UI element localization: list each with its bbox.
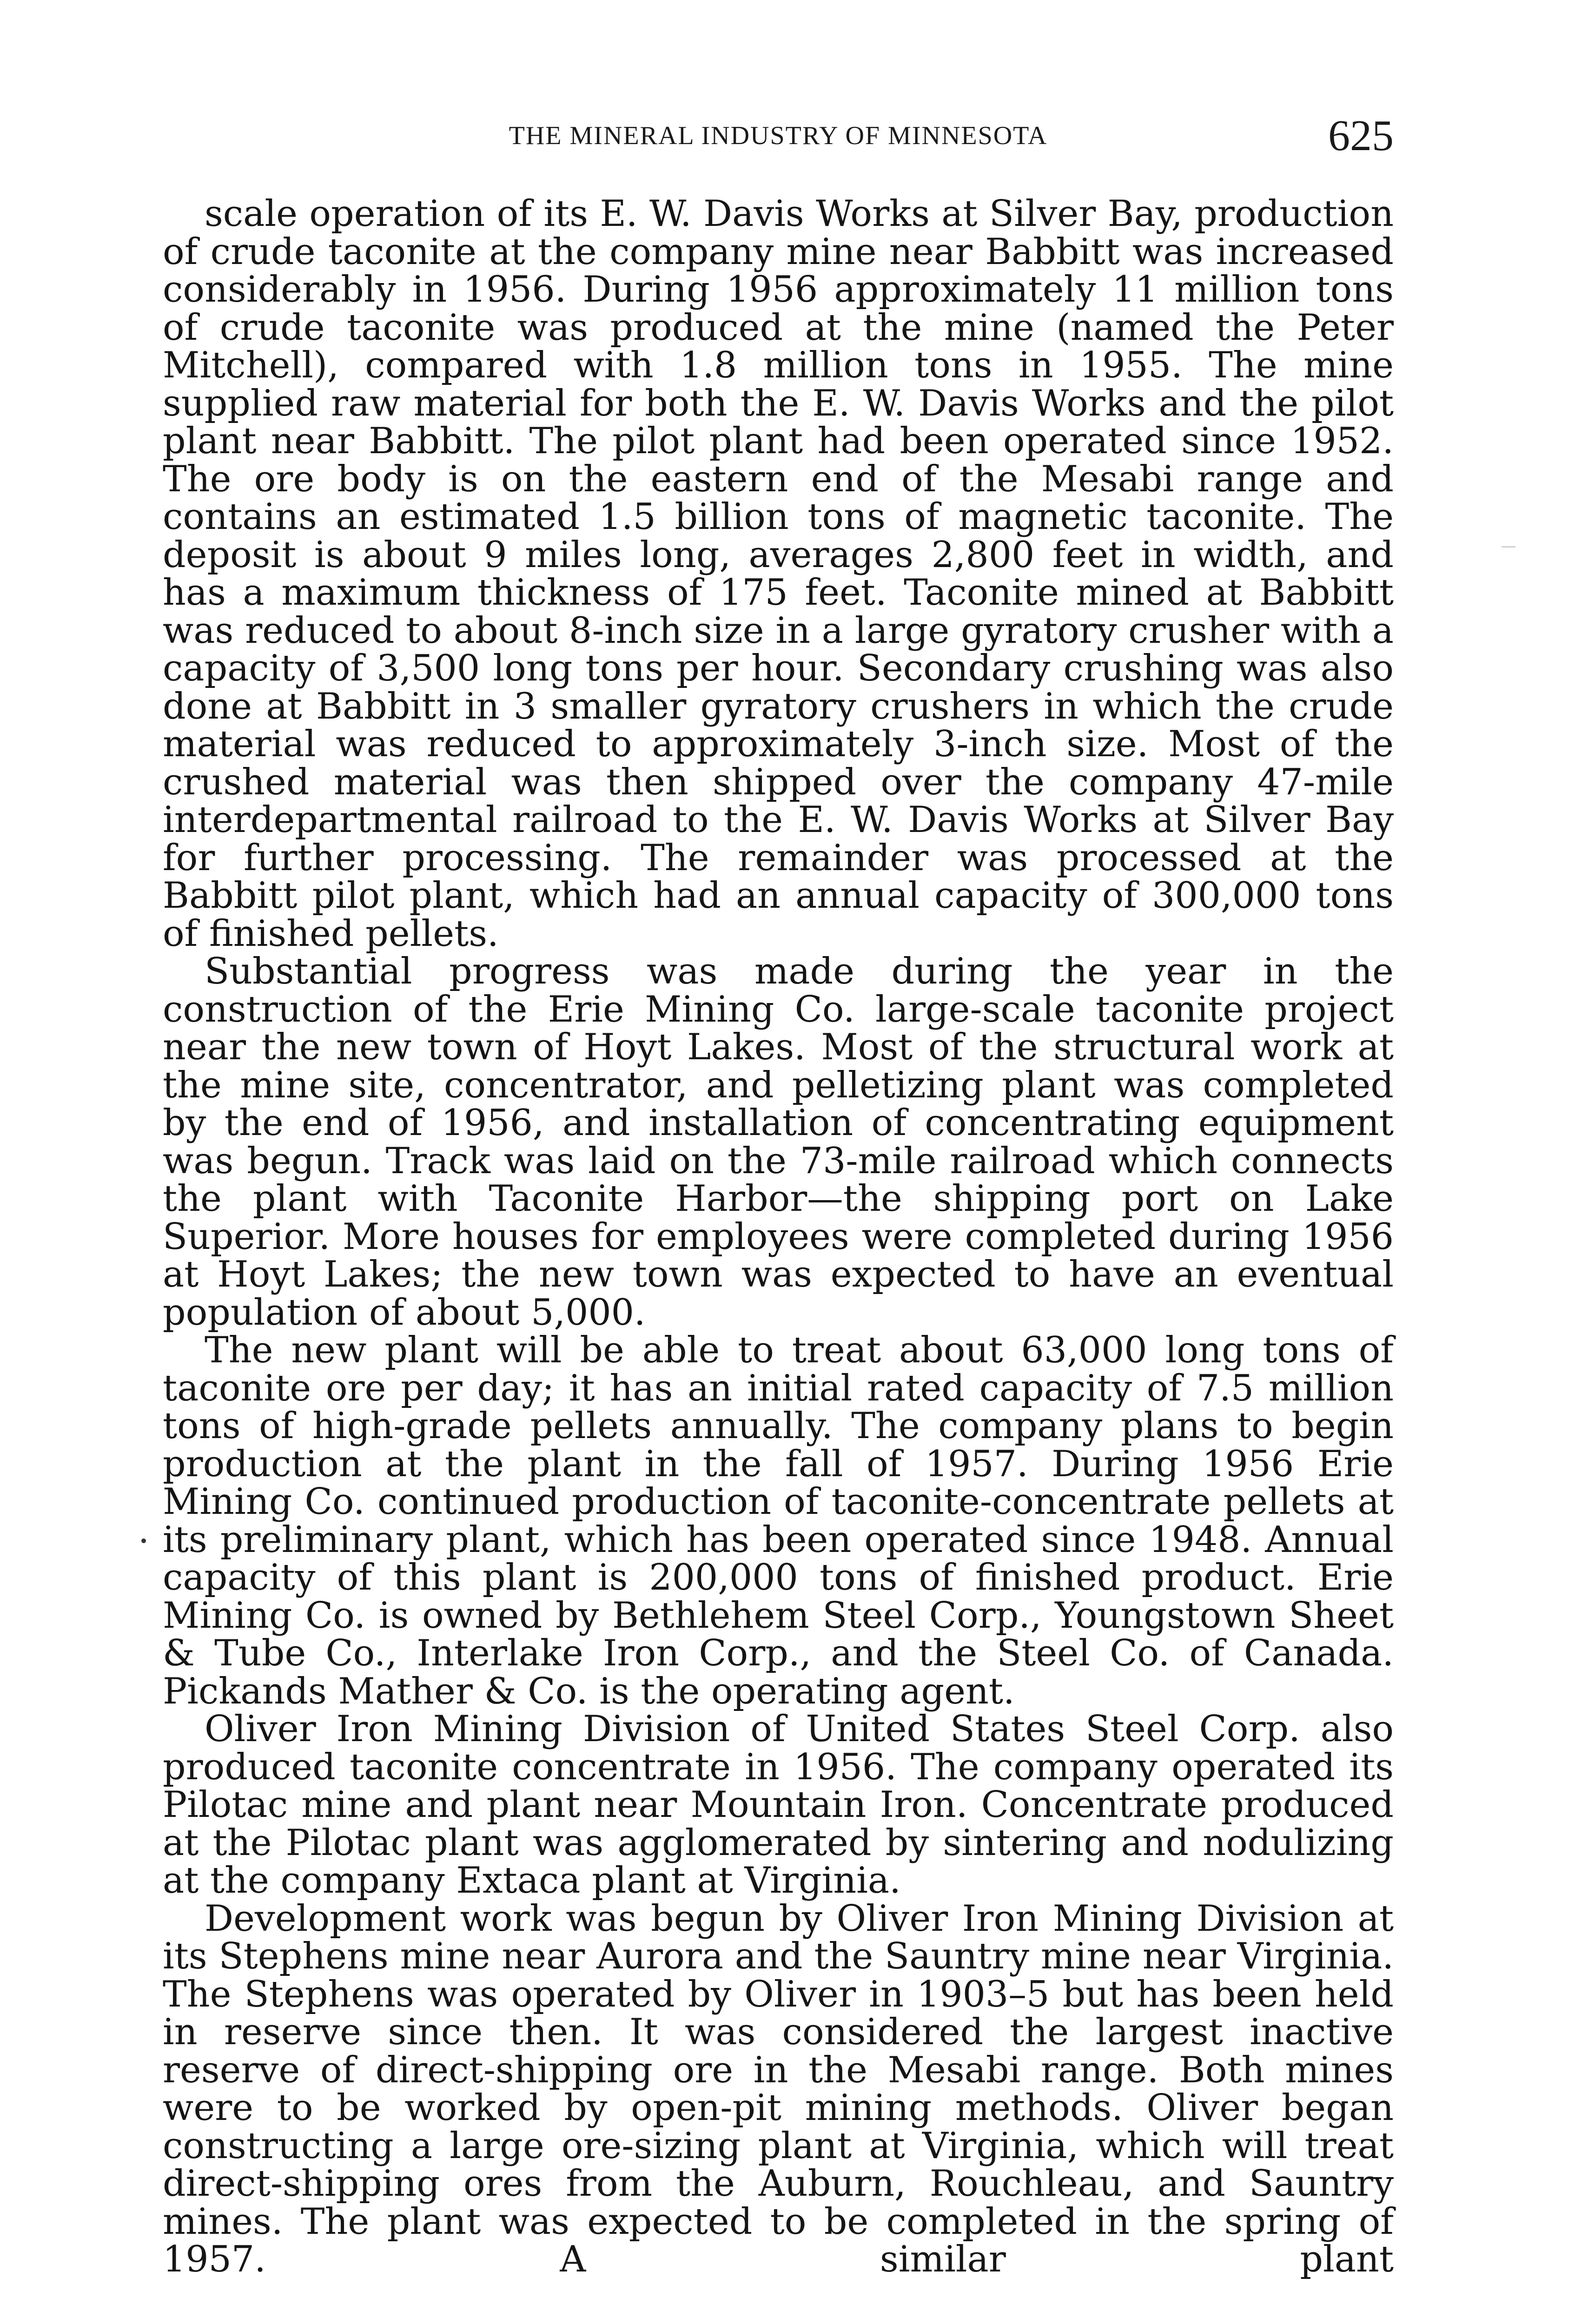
- scan-margin-mark: [1502, 546, 1515, 548]
- paragraph-new-plant-capacity: The new plant will be able to treat about 63,000 long tons of taconite ore per day; it has an initial rated capacity of 7.5 million tons of high-grade pellets annually. The company plans to begin production at the plant in the fall of 1957. During 1956 Erie Mining Co. continued production of taconite-concentrate pellets at its preliminary plant, which has been operated since 1948. Annual capacity of this plant is 200,000 tons of finished product. Erie Mining Co. is owned by Bethlehem Steel Corp., Youngstown Sheet & Tube Co., Interlake Iron Corp., and the Steel Co. of Canada. Pickands Mather & Co. is the operating agent.: [163, 1329, 1394, 1712]
- paragraph-erie-mining-project: Substantial progress was made during the year in the construction of the Erie Mining Co. large-scale taconite project near the new town of Hoyt Lakes. Most of the structural work at the mine site, concentrator, and pelletizing plant was completed by the end of 1956, and installation of concentrating equipment was begun. Track was laid on the 73-mile railroad which connects the plant with Taconite Harbor—the shipping port on Lake Superior. More houses for employees were completed during 1956 at Hoyt Lakes; the new town was expected to have an eventual population of about 5,000.: [163, 951, 1394, 1334]
- paragraph-babbitt-taconite: scale operation of its E. W. Davis Works at Silver Bay, production of crude taconite at the company mine near Babbitt was increased considerably in 1956. During 1956 approximately 11 million tons of crude taconite was produced at the mine (named the Peter Mitchell), compared with 1.8 million tons in 1955. The mine supplied raw material for both the E. W. Davis Works and the pilot plant near Babbitt. The pilot plant had been operated since 1952. The ore body is on the eastern end of the Mesabi range and contains an estimated 1.5 billion tons of magnetic taconite. The deposit is about 9 miles long, averages 2,800 feet in width, and has a maximum thickness of 175 feet. Taconite mined at Babbitt was reduced to about 8-inch size in a large gyratory crusher with a capacity of 3,500 long tons per hour. Secondary crushing was also done at Babbitt in 3 smaller gyratory crushers in which the crude material was reduced to approximately 3-inch size. Most of the crushed material was then shipped over the company 47-mile interdepartmental railroad to the E. W. Davis Works at Silver Bay for further processing. The remainder was processed at the Babbitt pilot plant, which had an annual capacity of 300,000 tons of finished pellets.: [163, 193, 1394, 955]
- running-head: [163, 111, 1394, 166]
- page-number: 625: [1328, 112, 1394, 160]
- scan-speck-mark: [141, 1538, 146, 1543]
- body-text: [163, 195, 1394, 2279]
- paragraph-stephens-sauntry-development: Development work was begun by Oliver Iron Mining Division at its Stephens mine near Aurora and the Sauntry mine near Virginia. The Stephens was operated by Oliver in 1903–5 but has been held in reserve since then. It was considered the largest inactive reserve of direct-shipping ore in the Mesabi range. Both mines were to be worked by open-pit mining methods. Oliver began constructing a large ore-sizing plant at Virginia, which will treat direct-shipping ores from the Auburn, Rouchleau, and Sauntry mines. The plant was expected to be completed in the spring of 1957. A similar plant: [163, 1897, 1394, 2280]
- running-title: THE MINERAL INDUSTRY OF MINNESOTA: [509, 121, 1048, 150]
- paragraph-oliver-pilotac: Oliver Iron Mining Division of United States Steel Corp. also produced taconite concentrate in 1956. The company operated its Pilotac mine and plant near Mountain Iron. Concentrate produced at the Pilotac plant was agglomerated by sintering and nodulizing at the company Extaca plant at Virginia.: [163, 1708, 1394, 1901]
